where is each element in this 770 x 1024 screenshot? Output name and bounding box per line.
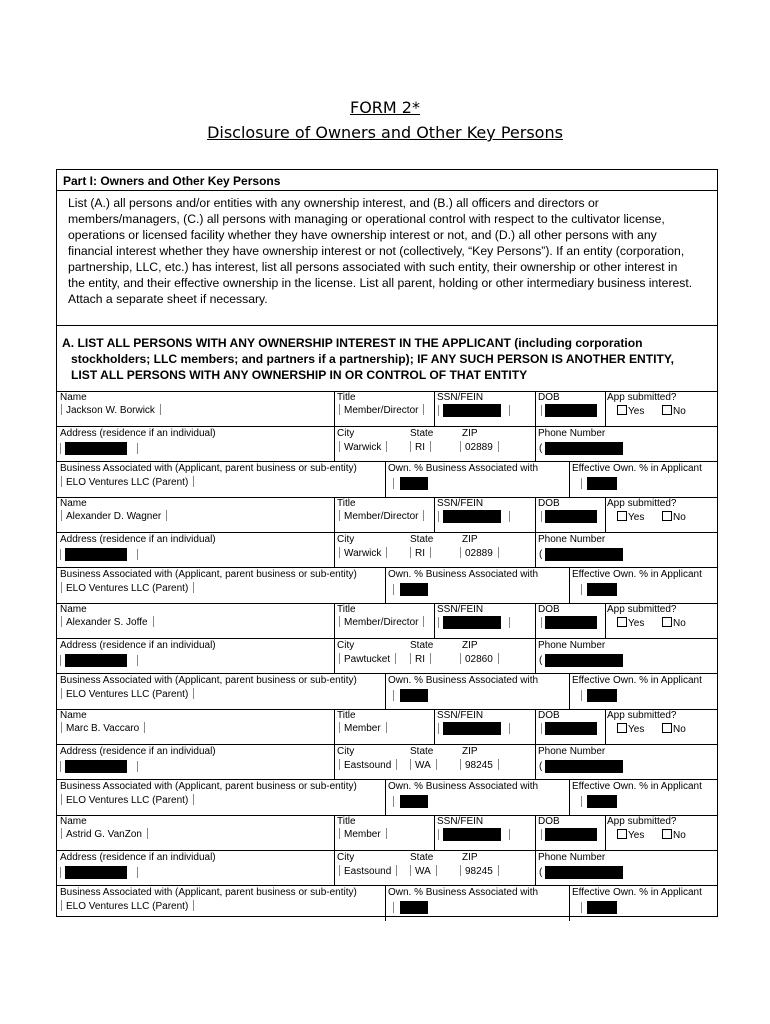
ownership-redacted bbox=[400, 795, 428, 808]
yes-checkbox[interactable] bbox=[617, 405, 644, 417]
ssn-redacted bbox=[443, 616, 501, 629]
col-divider bbox=[535, 603, 536, 638]
effective-ownership-redacted bbox=[587, 477, 617, 490]
person-block-2 bbox=[57, 497, 717, 603]
business-field[interactable]: ELO Ventures LLC (Parent) bbox=[61, 688, 194, 700]
field-tick bbox=[509, 405, 510, 416]
field-tick bbox=[137, 867, 138, 878]
ssn-label: SSN/FEIN bbox=[437, 710, 484, 721]
address-label: Address (residence if an individual) bbox=[60, 746, 216, 757]
col-divider bbox=[385, 885, 386, 921]
form-subtitle: Disclosure of Owners and Other Key Persons bbox=[207, 123, 563, 142]
state-label: State bbox=[410, 640, 434, 651]
dob-label: DOB bbox=[538, 816, 560, 827]
field-tick bbox=[60, 443, 61, 454]
zip-label: ZIP bbox=[462, 746, 478, 757]
dob-label: DOB bbox=[538, 498, 560, 509]
col-divider bbox=[434, 709, 435, 744]
no-checkbox[interactable] bbox=[662, 617, 686, 629]
phone-label: Phone Number bbox=[538, 746, 606, 757]
city-field[interactable]: Pawtucket bbox=[339, 653, 396, 665]
yes-checkbox[interactable] bbox=[617, 723, 644, 735]
effective-ownership-redacted bbox=[587, 901, 617, 914]
field-tick bbox=[60, 867, 61, 878]
no-label: No bbox=[673, 406, 686, 417]
business-label: Business Associated with (Applicant, parent business or sub-entity) bbox=[60, 781, 357, 792]
city-label: City bbox=[337, 852, 355, 863]
col-divider bbox=[605, 391, 606, 426]
row-divider bbox=[57, 567, 717, 568]
field-tick bbox=[509, 829, 510, 840]
ownership-redacted bbox=[400, 901, 428, 914]
app-submitted-label: App submitted? bbox=[607, 392, 677, 403]
checkbox-box[interactable] bbox=[617, 617, 627, 627]
address-label: Address (residence if an individual) bbox=[60, 428, 216, 439]
field-tick bbox=[438, 405, 439, 416]
ownership-redacted bbox=[400, 583, 428, 596]
ssn-redacted bbox=[443, 722, 501, 735]
field-tick bbox=[60, 655, 61, 666]
address-redacted bbox=[65, 548, 127, 561]
city-field[interactable]: Warwick bbox=[339, 547, 387, 559]
yes-checkbox[interactable] bbox=[617, 511, 644, 523]
dob-label: DOB bbox=[538, 392, 560, 403]
no-label: No bbox=[673, 618, 686, 629]
field-tick bbox=[509, 723, 510, 734]
ownership-label: Own. % Business Associated with bbox=[388, 675, 539, 686]
city-label: City bbox=[337, 640, 355, 651]
instruction-line: partnership, LLC, etc.) has interest, list all persons associated with such entity, their ownership or other interest in bbox=[68, 260, 678, 274]
name-field[interactable]: Alexander D. Wagner bbox=[61, 510, 167, 522]
effective-ownership-label: Effective Own. % in Applicant bbox=[572, 569, 702, 580]
col-divider bbox=[385, 779, 386, 815]
field-tick bbox=[393, 796, 394, 807]
field-tick bbox=[581, 796, 582, 807]
phone-prefix: ( bbox=[539, 549, 543, 560]
name-field[interactable]: Alexander S. Joffe bbox=[61, 616, 154, 628]
name-label: Name bbox=[60, 816, 87, 827]
effective-ownership-label: Effective Own. % in Applicant bbox=[572, 781, 702, 792]
col-divider bbox=[334, 744, 335, 779]
col-divider bbox=[334, 426, 335, 461]
business-field[interactable]: ELO Ventures LLC (Parent) bbox=[61, 476, 194, 488]
col-divider bbox=[605, 709, 606, 744]
phone-prefix: ( bbox=[539, 443, 543, 454]
person-block-5 bbox=[57, 815, 717, 921]
title-label: Title bbox=[337, 392, 356, 403]
col-divider bbox=[569, 779, 570, 815]
phone-label: Phone Number bbox=[538, 534, 606, 545]
name-label: Name bbox=[60, 710, 87, 721]
dob-label: DOB bbox=[538, 710, 560, 721]
business-label: Business Associated with (Applicant, parent business or sub-entity) bbox=[60, 887, 357, 898]
city-field[interactable]: Warwick bbox=[339, 441, 387, 453]
section-a-heading bbox=[62, 335, 712, 383]
field-tick bbox=[541, 617, 542, 628]
col-divider bbox=[535, 815, 536, 850]
field-tick bbox=[60, 761, 61, 772]
row-divider bbox=[57, 532, 717, 533]
checkbox-box[interactable] bbox=[617, 405, 627, 415]
phone-prefix: ( bbox=[539, 655, 543, 666]
phone-prefix: ( bbox=[539, 761, 543, 772]
state-field[interactable]: RI bbox=[410, 653, 431, 665]
dob-redacted bbox=[545, 828, 597, 841]
city-label: City bbox=[337, 534, 355, 545]
col-divider bbox=[334, 709, 335, 744]
field-tick bbox=[541, 723, 542, 734]
col-divider bbox=[334, 850, 335, 885]
city-label: City bbox=[337, 428, 355, 439]
no-checkbox[interactable] bbox=[662, 723, 686, 735]
field-tick bbox=[137, 761, 138, 772]
state-label: State bbox=[410, 534, 434, 545]
col-divider bbox=[434, 497, 435, 532]
field-tick bbox=[393, 902, 394, 913]
zip-field[interactable]: 98245 bbox=[460, 759, 499, 771]
person-block-4 bbox=[57, 709, 717, 815]
row-divider bbox=[57, 461, 717, 462]
dob-redacted bbox=[545, 616, 597, 629]
title-field[interactable]: Member bbox=[339, 722, 387, 734]
field-tick bbox=[541, 829, 542, 840]
col-divider bbox=[535, 709, 536, 744]
checkbox-box[interactable] bbox=[617, 829, 627, 839]
yes-checkbox[interactable] bbox=[617, 829, 644, 841]
form-frame bbox=[56, 169, 718, 917]
ssn-label: SSN/FEIN bbox=[437, 604, 484, 615]
yes-label: Yes bbox=[628, 830, 645, 841]
checkbox-box[interactable] bbox=[617, 511, 627, 521]
city-field[interactable]: Eastsound bbox=[339, 759, 397, 771]
checkbox-box[interactable] bbox=[662, 723, 672, 733]
checkbox-box[interactable] bbox=[662, 405, 672, 415]
yes-label: Yes bbox=[628, 512, 645, 523]
part1-heading: Part I: Owners and Other Key Persons bbox=[63, 174, 281, 188]
title-field[interactable]: Member bbox=[339, 828, 387, 840]
instruction-line: financial interest whether they have ownership interest or not (collectively, “Key Persons”). If an entity (corporation, bbox=[68, 244, 685, 258]
effective-ownership-label: Effective Own. % in Applicant bbox=[572, 675, 702, 686]
row-divider bbox=[57, 885, 717, 886]
address-redacted bbox=[65, 442, 127, 455]
phone-redacted bbox=[545, 866, 623, 879]
title-label: Title bbox=[337, 498, 356, 509]
business-field[interactable]: ELO Ventures LLC (Parent) bbox=[61, 582, 194, 594]
ownership-label: Own. % Business Associated with bbox=[388, 781, 539, 792]
ssn-redacted bbox=[443, 510, 501, 523]
col-divider bbox=[334, 603, 335, 638]
row-divider bbox=[57, 426, 717, 427]
state-field[interactable]: RI bbox=[410, 441, 431, 453]
field-tick bbox=[581, 478, 582, 489]
no-checkbox[interactable] bbox=[662, 511, 686, 523]
col-divider bbox=[569, 461, 570, 497]
zip-field[interactable]: 02889 bbox=[460, 441, 499, 453]
field-tick bbox=[509, 617, 510, 628]
person-block-3 bbox=[57, 603, 717, 709]
instruction-line: the entity, and their effective ownership in the license. List all parent, holding or other intermediary business interest. bbox=[68, 276, 693, 290]
ssn-redacted bbox=[443, 828, 501, 841]
form-title: FORM 2* bbox=[350, 98, 420, 117]
field-tick bbox=[541, 511, 542, 522]
field-tick bbox=[581, 584, 582, 595]
address-redacted bbox=[65, 866, 127, 879]
dob-redacted bbox=[545, 404, 597, 417]
row-divider bbox=[57, 638, 717, 639]
phone-prefix: ( bbox=[539, 867, 543, 878]
ownership-redacted bbox=[400, 689, 428, 702]
field-tick bbox=[393, 690, 394, 701]
ownership-label: Own. % Business Associated with bbox=[388, 887, 539, 898]
ownership-label: Own. % Business Associated with bbox=[388, 463, 539, 474]
part1-instructions bbox=[68, 195, 713, 307]
address-redacted bbox=[65, 760, 127, 773]
section-a-line: stockholders; LLC members; and partners if a partnership); IF ANY SUCH PERSON IS ANOTHER ENTITY, bbox=[71, 352, 674, 366]
checkbox-box[interactable] bbox=[662, 829, 672, 839]
zip-label: ZIP bbox=[462, 428, 478, 439]
col-divider bbox=[385, 673, 386, 709]
ownership-redacted bbox=[400, 477, 428, 490]
col-divider bbox=[605, 815, 606, 850]
col-divider bbox=[535, 744, 536, 779]
col-divider bbox=[605, 497, 606, 532]
col-divider bbox=[535, 426, 536, 461]
state-field[interactable]: RI bbox=[410, 547, 431, 559]
name-label: Name bbox=[60, 392, 87, 403]
row-divider bbox=[57, 779, 717, 780]
yes-label: Yes bbox=[628, 618, 645, 629]
col-divider bbox=[334, 815, 335, 850]
checkbox-box[interactable] bbox=[662, 617, 672, 627]
effective-ownership-redacted bbox=[587, 689, 617, 702]
city-label: City bbox=[337, 746, 355, 757]
col-divider bbox=[535, 850, 536, 885]
title-field[interactable]: Member/Director bbox=[339, 510, 424, 522]
app-submitted-label: App submitted? bbox=[607, 816, 677, 827]
col-divider bbox=[334, 638, 335, 673]
ssn-redacted bbox=[443, 404, 501, 417]
address-redacted bbox=[65, 654, 127, 667]
name-field[interactable]: Jackson W. Borwick bbox=[61, 404, 161, 416]
title-label: Title bbox=[337, 710, 356, 721]
ssn-label: SSN/FEIN bbox=[437, 392, 484, 403]
col-divider bbox=[569, 567, 570, 603]
no-checkbox[interactable] bbox=[662, 829, 686, 841]
title-label: Title bbox=[337, 604, 356, 615]
col-divider bbox=[385, 461, 386, 497]
business-label: Business Associated with (Applicant, parent business or sub-entity) bbox=[60, 675, 357, 686]
row-divider bbox=[57, 673, 717, 674]
effective-ownership-redacted bbox=[587, 583, 617, 596]
state-field[interactable]: WA bbox=[410, 759, 437, 771]
col-divider bbox=[535, 532, 536, 567]
title-label: Title bbox=[337, 816, 356, 827]
ownership-label: Own. % Business Associated with bbox=[388, 569, 539, 580]
row-divider bbox=[57, 850, 717, 851]
zip-label: ZIP bbox=[462, 640, 478, 651]
title-field[interactable]: Member/Director bbox=[339, 616, 424, 628]
col-divider bbox=[434, 815, 435, 850]
row-divider bbox=[57, 744, 717, 745]
phone-label: Phone Number bbox=[538, 428, 606, 439]
effective-ownership-label: Effective Own. % in Applicant bbox=[572, 463, 702, 474]
address-label: Address (residence if an individual) bbox=[60, 534, 216, 545]
col-divider bbox=[434, 603, 435, 638]
state-field[interactable]: WA bbox=[410, 865, 437, 877]
zip-field[interactable]: 02860 bbox=[460, 653, 499, 665]
state-label: State bbox=[410, 428, 434, 439]
col-divider bbox=[334, 497, 335, 532]
col-divider bbox=[434, 391, 435, 426]
field-tick bbox=[60, 549, 61, 560]
zip-label: ZIP bbox=[462, 852, 478, 863]
col-divider bbox=[385, 567, 386, 603]
ssn-label: SSN/FEIN bbox=[437, 498, 484, 509]
yes-label: Yes bbox=[628, 724, 645, 735]
zip-field[interactable]: 98245 bbox=[460, 865, 499, 877]
field-tick bbox=[438, 829, 439, 840]
dob-redacted bbox=[545, 722, 597, 735]
ssn-label: SSN/FEIN bbox=[437, 816, 484, 827]
phone-label: Phone Number bbox=[538, 852, 606, 863]
no-label: No bbox=[673, 724, 686, 735]
field-tick bbox=[438, 723, 439, 734]
field-tick bbox=[438, 617, 439, 628]
business-field[interactable]: ELO Ventures LLC (Parent) bbox=[61, 794, 194, 806]
name-field[interactable]: Astrid G. VanZon bbox=[61, 828, 148, 840]
zip-field[interactable]: 02889 bbox=[460, 547, 499, 559]
yes-checkbox[interactable] bbox=[617, 617, 644, 629]
field-tick bbox=[393, 584, 394, 595]
business-field[interactable]: ELO Ventures LLC (Parent) bbox=[61, 900, 194, 912]
phone-label: Phone Number bbox=[538, 640, 606, 651]
dob-redacted bbox=[545, 510, 597, 523]
col-divider bbox=[334, 532, 335, 567]
address-label: Address (residence if an individual) bbox=[60, 640, 216, 651]
field-tick bbox=[438, 511, 439, 522]
phone-redacted bbox=[545, 760, 623, 773]
section-a-line: A. LIST ALL PERSONS WITH ANY OWNERSHIP INTEREST IN THE APPLICANT (including corporation bbox=[62, 336, 643, 350]
app-submitted-label: App submitted? bbox=[607, 604, 677, 615]
business-label: Business Associated with (Applicant, parent business or sub-entity) bbox=[60, 569, 357, 580]
field-tick bbox=[137, 655, 138, 666]
field-tick bbox=[581, 690, 582, 701]
effective-ownership-label: Effective Own. % in Applicant bbox=[572, 887, 702, 898]
field-tick bbox=[137, 443, 138, 454]
field-tick bbox=[393, 478, 394, 489]
instruction-line: members/managers, (C.) all persons with managing or operational control with respect to the cultivator license, bbox=[68, 212, 665, 226]
name-field[interactable]: Marc B. Vaccaro bbox=[61, 722, 145, 734]
col-divider bbox=[535, 391, 536, 426]
no-label: No bbox=[673, 512, 686, 523]
divider bbox=[57, 325, 717, 326]
state-label: State bbox=[410, 852, 434, 863]
zip-label: ZIP bbox=[462, 534, 478, 545]
field-tick bbox=[581, 902, 582, 913]
app-submitted-label: App submitted? bbox=[607, 498, 677, 509]
col-divider bbox=[605, 603, 606, 638]
divider bbox=[57, 190, 717, 191]
checkbox-box[interactable] bbox=[617, 723, 627, 733]
phone-redacted bbox=[545, 654, 623, 667]
checkbox-box[interactable] bbox=[662, 511, 672, 521]
phone-redacted bbox=[545, 442, 623, 455]
col-divider bbox=[569, 673, 570, 709]
no-label: No bbox=[673, 830, 686, 841]
business-label: Business Associated with (Applicant, parent business or sub-entity) bbox=[60, 463, 357, 474]
col-divider bbox=[334, 391, 335, 426]
section-a-line: LIST ALL PERSONS WITH ANY OWNERSHIP IN OR CONTROL OF THAT ENTITY bbox=[71, 368, 528, 382]
effective-ownership-redacted bbox=[587, 795, 617, 808]
address-label: Address (residence if an individual) bbox=[60, 852, 216, 863]
app-submitted-label: App submitted? bbox=[607, 710, 677, 721]
name-label: Name bbox=[60, 498, 87, 509]
phone-redacted bbox=[545, 548, 623, 561]
col-divider bbox=[569, 885, 570, 921]
no-checkbox[interactable] bbox=[662, 405, 686, 417]
name-label: Name bbox=[60, 604, 87, 615]
field-tick bbox=[541, 405, 542, 416]
field-tick bbox=[509, 511, 510, 522]
person-block-1 bbox=[57, 391, 717, 497]
yes-label: Yes bbox=[628, 406, 645, 417]
state-label: State bbox=[410, 746, 434, 757]
instruction-line: List (A.) all persons and/or entities with any ownership interest, and (B.) all officers and directors or bbox=[68, 196, 599, 210]
field-tick bbox=[137, 549, 138, 560]
city-field[interactable]: Eastsound bbox=[339, 865, 397, 877]
dob-label: DOB bbox=[538, 604, 560, 615]
col-divider bbox=[535, 638, 536, 673]
title-field[interactable]: Member/Director bbox=[339, 404, 424, 416]
instruction-line: Attach a separate sheet if necessary. bbox=[68, 292, 268, 306]
col-divider bbox=[535, 497, 536, 532]
instruction-line: operations or licensed facility whether they have ownership interest or not, and (D.) all other persons with any bbox=[68, 228, 657, 242]
